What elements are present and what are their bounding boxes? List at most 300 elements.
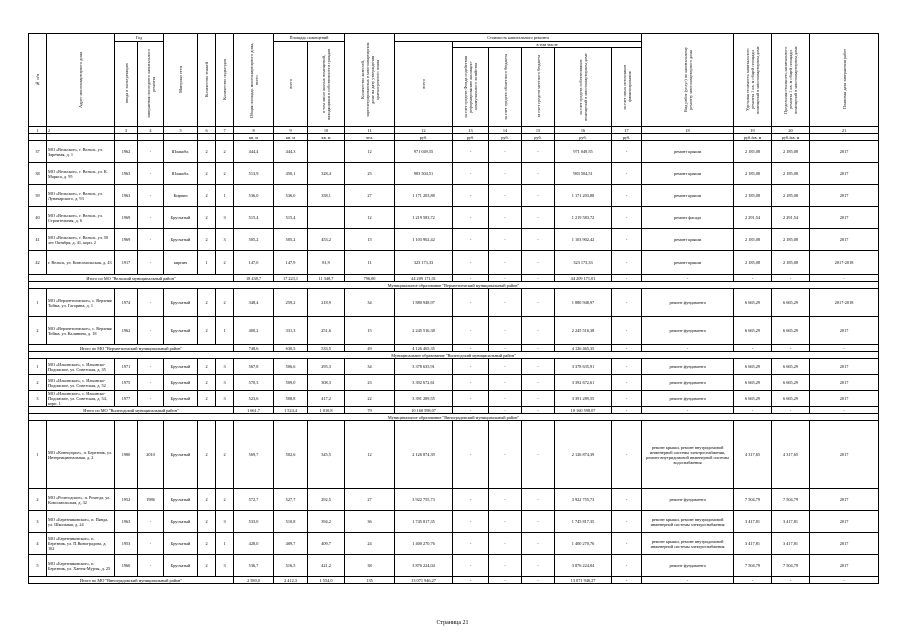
data-cell-3: 1977: [115, 391, 138, 407]
header-total-area: Общая площадь многоквартирного дома, всего: [234, 34, 274, 127]
total-cell-17: -: [612, 577, 642, 584]
data-cell-5: Брусчатый: [164, 375, 198, 391]
data-cell-9: 409,7: [274, 533, 308, 555]
total-label: Итого по МО "Виноградовский муниципальный район": [29, 577, 234, 584]
total-cell-8: 18 438,7: [234, 275, 274, 282]
data-cell-18: ремонт крыши, ремонт внутридомовой инженерной системы электроснабжения, ремонт внутридомовой инженерной системы водоснабжения: [642, 421, 734, 489]
data-cell-16: 3 391 289,55: [555, 391, 612, 407]
data-cell-19: 2 185,08: [734, 163, 772, 185]
data-cell-7: 3: [216, 391, 234, 407]
data-cell-17: -: [612, 289, 642, 317]
data-cell-19: 2 185,08: [734, 185, 772, 207]
data-cell-7: 3: [216, 511, 234, 533]
data-cell-10: 308,3: [308, 375, 345, 391]
data-cell-19: 2 185,08: [734, 251, 772, 275]
data-cell-6: 2: [198, 317, 216, 345]
data-cell-18: ремонт крыши: [642, 229, 734, 251]
data-cell-2: МО «Вельское», г. Вельск, ул. Луначарского, д. 93: [47, 185, 115, 207]
data-cell-6: 2: [198, 163, 216, 185]
data-cell-16: 1 400 270,76: [555, 533, 612, 555]
data-cell-3: 1953: [115, 533, 138, 555]
data-cell-10: 409,7: [308, 533, 345, 555]
data-cell-2: МО «Конецгорье», п. Березник, ул. Интернациональная, д. 2: [47, 421, 115, 489]
index-cell-4: 4: [138, 127, 164, 134]
data-cell-5: Брусчатый: [164, 391, 198, 407]
data-cell-14: -: [489, 359, 522, 375]
data-cell-15: -: [522, 421, 555, 489]
data-cell-8: 428,0: [234, 533, 274, 555]
total-label: Итого по МО "Вилегодский муниципальный район": [29, 407, 234, 414]
data-cell-17: -: [612, 141, 642, 163]
data-cell-8: 444,4: [234, 141, 274, 163]
table-row: [29, 251, 879, 275]
total-cell-14: -: [489, 275, 522, 282]
index-cell-11: 11: [345, 127, 395, 134]
total-cell-20: -: [772, 577, 810, 584]
data-cell-11: 12: [345, 421, 395, 489]
unit-cell-2: [47, 134, 115, 141]
table-row: [29, 555, 879, 577]
table-row: [29, 141, 879, 163]
data-cell-18: ремонт фундамента: [642, 359, 734, 375]
data-cell-10: 417,2: [308, 391, 345, 407]
data-cell-1: 41: [29, 229, 47, 251]
data-cell-10: 81,9: [308, 251, 345, 275]
data-cell-11: 34: [345, 359, 395, 375]
total-cell-19: -: [734, 577, 772, 584]
header-floors: Количество этажей: [198, 34, 216, 127]
data-cell-4: -: [138, 229, 164, 251]
data-cell-21: 2017: [810, 185, 879, 207]
index-cell-1: 1: [29, 127, 47, 134]
data-cell-14: -: [489, 141, 522, 163]
data-cell-18: ремонт крыши: [642, 141, 734, 163]
data-cell-15: -: [522, 289, 555, 317]
data-cell-16: 2 245 516,38: [555, 317, 612, 345]
data-cell-11: 24: [345, 533, 395, 555]
data-cell-13: -: [453, 511, 489, 533]
data-cell-7: 2: [216, 489, 234, 511]
table-row: [29, 391, 879, 407]
total-cell-10: 11 348,7: [308, 275, 345, 282]
total-cell-15: -: [522, 345, 555, 352]
data-cell-19: 2 291,54: [734, 207, 772, 229]
data-cell-9: 450,1: [274, 163, 308, 185]
unit-cell-9: кв. м: [274, 134, 308, 141]
data-cell-19: 3 417,81: [734, 533, 772, 555]
data-cell-5: Брусчатый: [164, 421, 198, 489]
page-number: Страница 21: [436, 620, 469, 626]
data-cell-14: -: [489, 185, 522, 207]
data-cell-14: -: [489, 207, 522, 229]
data-cell-15: -: [522, 489, 555, 511]
header-area-group: Площадь помещений: [274, 34, 345, 42]
index-cell-20: 20: [772, 127, 810, 134]
data-cell-9: 515,4: [274, 207, 308, 229]
index-cell-9: 9: [274, 127, 308, 134]
capital-repair-table: [28, 33, 879, 584]
data-cell-19: 6 665,29: [734, 317, 772, 345]
data-cell-15: -: [522, 185, 555, 207]
total-cell-9: 17 223,1: [274, 275, 308, 282]
data-cell-10: [308, 207, 345, 229]
total-cell-21: -: [810, 577, 879, 584]
data-cell-1: 40: [29, 207, 47, 229]
data-cell-7: 2: [216, 141, 234, 163]
header-owners: за счет средств собственников помещений в многоквартирном доме: [555, 48, 612, 127]
section-title: Муниципальное образование "Виноградовский муниципальный район": [29, 414, 879, 421]
data-cell-1: 1: [29, 359, 47, 375]
data-cell-2: МО «Вельское», г. Вельск, ул. 50 лет Октября, д. 41, корп. 2: [47, 229, 115, 251]
data-cell-7: 2: [216, 421, 234, 489]
index-cell-5: 5: [164, 127, 198, 134]
data-cell-12: 2 126 874,39: [395, 421, 453, 489]
total-cell-16: 10 160 598,07: [555, 407, 612, 414]
unit-cell-13: руб.: [453, 134, 489, 141]
data-cell-1: 3: [29, 511, 47, 533]
header-area-total: всего: [274, 42, 308, 127]
data-cell-18: ремонт фундамента: [642, 317, 734, 345]
data-cell-13: -: [453, 421, 489, 489]
data-cell-10: 328,4: [308, 163, 345, 185]
data-cell-10: 251,6: [308, 317, 345, 345]
data-cell-11: 25: [345, 163, 395, 185]
data-cell-5: Шлакобл.: [164, 141, 198, 163]
data-cell-21: 2017: [810, 141, 879, 163]
header-entrances: Количество подъездов: [216, 34, 234, 127]
data-cell-7: 2: [216, 289, 234, 317]
data-cell-14: -: [489, 375, 522, 391]
data-cell-14: -: [489, 317, 522, 345]
index-cell-7: 7: [216, 127, 234, 134]
unit-cell-17: руб.: [612, 134, 642, 141]
total-cell-12: 10 160 598,07: [395, 407, 453, 414]
data-cell-17: -: [612, 163, 642, 185]
data-cell-9: 508,8: [274, 391, 308, 407]
data-cell-9: 516,5: [274, 555, 308, 577]
section-title: Муниципальное образование "Вилегодский муниципальный район": [29, 352, 879, 359]
data-cell-21: 2017: [810, 359, 879, 375]
header-fund: за счет средств Фонда содействия реформированию жилищно-коммунального хозяйства: [453, 48, 489, 127]
data-cell-7: 3: [216, 207, 234, 229]
data-cell-4: -: [138, 185, 164, 207]
data-cell-12: 1 219 583,72: [395, 207, 453, 229]
data-cell-16: 3 876 224,04: [555, 555, 612, 577]
data-cell-6: 2: [198, 555, 216, 577]
data-cell-12: 3 876 224,04: [395, 555, 453, 577]
total-cell-8: 2 580,0: [234, 577, 274, 584]
data-cell-11: 36: [345, 511, 395, 533]
table-row: [29, 317, 879, 345]
data-cell-1: 4: [29, 533, 47, 555]
data-cell-2: МО «Березниковское», п. Пянда, ул. Школьная, д. 24: [47, 511, 115, 533]
data-cell-16: 1 103 902,42: [555, 229, 612, 251]
data-cell-12: 983 504,51: [395, 163, 453, 185]
data-cell-6: 2: [198, 141, 216, 163]
total-row: [29, 407, 879, 414]
total-cell-19: -: [734, 345, 772, 352]
data-cell-21: 2017: [810, 533, 879, 555]
header-residents: Количество жителей, зарегистрированных в многоквартирном доме на дату утверждения краткосрочного плана: [345, 34, 395, 127]
data-cell-4: -: [138, 555, 164, 577]
data-cell-12: 1 103 902,42: [395, 229, 453, 251]
data-cell-5: Брусчатый: [164, 289, 198, 317]
total-cell-9: 1 524,4: [274, 407, 308, 414]
data-cell-18: ремонт крыши, ремонт внутридомовой инженерной системы электроснабжения: [642, 511, 734, 533]
data-cell-18: ремонт фундамента: [642, 555, 734, 577]
header-address: Адрес многоквартирного дома: [47, 34, 115, 127]
data-cell-8: 515,4: [234, 207, 274, 229]
data-cell-14: -: [489, 229, 522, 251]
data-cell-1: 2: [29, 317, 47, 345]
total-cell-10: 533,5: [308, 345, 345, 352]
data-cell-6: 2: [198, 207, 216, 229]
data-cell-7: 1: [216, 185, 234, 207]
data-cell-6: 2: [198, 229, 216, 251]
data-cell-12: 323 173,33: [395, 251, 453, 275]
data-cell-11: 38: [345, 555, 395, 577]
data-cell-1: 2: [29, 375, 47, 391]
data-cell-9: 444,3: [274, 141, 308, 163]
data-cell-10: 295,3: [308, 359, 345, 375]
data-cell-4: -: [138, 207, 164, 229]
data-cell-9: 259,2: [274, 289, 308, 317]
data-cell-17: -: [612, 421, 642, 489]
data-cell-19: 6 665,29: [734, 289, 772, 317]
unit-cell-18: [642, 134, 734, 141]
unit-cell-3: [115, 134, 138, 141]
total-cell-18: -: [642, 275, 734, 282]
data-cell-17: -: [612, 375, 642, 391]
data-cell-20: 6 665,29: [772, 359, 810, 375]
data-cell-2: МО «Ильинское», с. Ильинско-Подомское, ул. Советская, д. 52: [47, 375, 115, 391]
data-cell-3: 1962: [115, 141, 138, 163]
total-row: [29, 275, 879, 282]
total-cell-10: 1 554,0: [308, 577, 345, 584]
data-cell-15: -: [522, 229, 555, 251]
data-cell-10: 453,2: [308, 229, 345, 251]
data-cell-17: -: [612, 229, 642, 251]
data-cell-8: 513,9: [234, 163, 274, 185]
data-cell-16: 1 171 203,88: [555, 185, 612, 207]
index-cell-13: 13: [453, 127, 489, 134]
data-cell-19: 7 504,79: [734, 555, 772, 577]
data-cell-18: ремонт фундамента: [642, 375, 734, 391]
data-cell-7: 2: [216, 163, 234, 185]
data-cell-17: -: [612, 251, 642, 275]
data-cell-1: 3: [29, 391, 47, 407]
table-row: [29, 185, 879, 207]
header-max-cost: Предельная стоимость капитального ремонта 1 кв. м общей площади помещений в многоквартирном доме: [772, 34, 810, 127]
data-cell-10: 358,1: [308, 185, 345, 207]
data-cell-15: -: [522, 251, 555, 275]
total-cell-21: -: [810, 345, 879, 352]
data-cell-8: 572,7: [234, 489, 274, 511]
data-cell-2: МО «Ильинское», с. Ильинско-Подомское, ул. Советская, д. 54, корп. 1: [47, 391, 115, 407]
data-cell-1: 37: [29, 141, 47, 163]
data-cell-3: 1969: [115, 229, 138, 251]
index-cell-6: 6: [198, 127, 216, 134]
section-title-row: [29, 282, 879, 289]
data-cell-6: 2: [198, 533, 216, 555]
data-cell-19: 2 185,08: [734, 229, 772, 251]
data-cell-14: -: [489, 289, 522, 317]
data-cell-9: 505,2: [274, 229, 308, 251]
index-cell-17: 17: [612, 127, 642, 134]
data-cell-2: МО «Березниковское», п. Березник, ул. Ханты-Мурзы, д. 25: [47, 555, 115, 577]
data-cell-11: 23: [345, 375, 395, 391]
table-row: [29, 533, 879, 555]
data-cell-13: -: [453, 163, 489, 185]
index-cell-8: 8: [234, 127, 274, 134]
header-wall-material: Материал стен: [164, 34, 198, 127]
data-cell-12: 3 391 289,55: [395, 391, 453, 407]
table-row: [29, 163, 879, 185]
table-row: [29, 421, 879, 489]
total-cell-13: -: [453, 345, 489, 352]
data-cell-6: 2: [198, 375, 216, 391]
data-cell-4: -: [138, 375, 164, 391]
data-cell-3: 1963: [115, 163, 138, 185]
data-cell-18: ремонт крыши: [642, 251, 734, 275]
data-cell-3: 1971: [115, 359, 138, 375]
table-row: [29, 289, 879, 317]
data-cell-9: 502,6: [274, 421, 308, 489]
data-cell-21: 2017: [810, 229, 879, 251]
data-cell-15: -: [522, 207, 555, 229]
data-cell-4: 1986: [138, 489, 164, 511]
data-cell-14: -: [489, 391, 522, 407]
table-row: [29, 489, 879, 511]
data-cell-13: -: [453, 317, 489, 345]
data-cell-15: -: [522, 317, 555, 345]
data-cell-7: 3: [216, 555, 234, 577]
data-cell-3: 1960: [115, 555, 138, 577]
data-cell-17: -: [612, 511, 642, 533]
data-cell-8: 523,6: [234, 391, 274, 407]
data-cell-3: 1963: [115, 185, 138, 207]
data-cell-6: 2: [198, 359, 216, 375]
data-cell-16: 1 880 948,97: [555, 289, 612, 317]
data-cell-2: МО «Вельское», г. Вельск, ул. К. Маркса, д. 95: [47, 163, 115, 185]
data-cell-9: 509,0: [274, 375, 308, 391]
data-cell-5: Шлакобл.: [164, 163, 198, 185]
data-cell-18: ремонт крыши: [642, 163, 734, 185]
data-cell-15: -: [522, 533, 555, 555]
data-cell-7: 1: [216, 317, 234, 345]
index-cell-3: 3: [115, 127, 138, 134]
data-cell-20: 7 504,79: [772, 489, 810, 511]
data-cell-13: -: [453, 391, 489, 407]
unit-cell-4: [138, 134, 164, 141]
data-cell-14: -: [489, 251, 522, 275]
data-cell-19: 7 504,79: [734, 489, 772, 511]
total-cell-16: 4 126 465,35: [555, 345, 612, 352]
data-cell-6: 2: [198, 511, 216, 533]
data-cell-20: 7 504,79: [772, 555, 810, 577]
data-cell-11: 12: [345, 207, 395, 229]
section-title: Муниципальное образование "Верхнетоемский муниципальный район": [29, 282, 879, 289]
data-cell-21: 2017: [810, 163, 879, 185]
data-cell-3: 1963: [115, 511, 138, 533]
data-cell-4: -: [138, 251, 164, 275]
data-cell-13: -: [453, 141, 489, 163]
total-cell-16: 44 209 171,01: [555, 275, 612, 282]
unit-cell-19: руб./кв. м: [734, 134, 772, 141]
index-cell-19: 19: [734, 127, 772, 134]
index-cell-21: 21: [810, 127, 879, 134]
header-regional: за счет средств областного бюджета: [489, 48, 522, 127]
data-cell-6: 2: [198, 289, 216, 317]
data-cell-13: -: [453, 251, 489, 275]
data-cell-1: 5: [29, 555, 47, 577]
data-cell-13: -: [453, 555, 489, 577]
data-cell-21: 2017: [810, 421, 879, 489]
data-cell-20: 2 291,54: [772, 207, 810, 229]
data-cell-12: 3 378 635,91: [395, 359, 453, 375]
data-cell-11: 22: [345, 391, 395, 407]
data-cell-20: 2 185,08: [772, 185, 810, 207]
table-row: [29, 207, 879, 229]
data-cell-18: ремонт фасада: [642, 207, 734, 229]
data-cell-11: 27: [345, 489, 395, 511]
unit-cell-21: [810, 134, 879, 141]
total-cell-18: -: [642, 407, 734, 414]
data-cell-17: -: [612, 317, 642, 345]
data-cell-5: Брусчатый: [164, 489, 198, 511]
unit-cell-11: чел.: [345, 134, 395, 141]
data-cell-11: 15: [345, 229, 395, 251]
data-cell-12: 3 922 755,73: [395, 489, 453, 511]
unit-cell-14: руб.: [489, 134, 522, 141]
total-cell-12: 4 126 465,35: [395, 345, 453, 352]
data-cell-3: 1917: [115, 251, 138, 275]
data-cell-19: 6 665,29: [734, 375, 772, 391]
unit-cell-1: [29, 134, 47, 141]
data-cell-2: МО «Рочегодское», п. Рочегда, ул. Комсомольская, д. 32: [47, 489, 115, 511]
data-cell-12: 3 392 672,61: [395, 375, 453, 391]
total-cell-18: -: [642, 345, 734, 352]
data-cell-13: -: [453, 533, 489, 555]
data-cell-4: 2010: [138, 421, 164, 489]
index-cell-10: 10: [308, 127, 345, 134]
data-cell-8: 147,0: [234, 251, 274, 275]
data-cell-18: ремонт крыши: [642, 185, 734, 207]
total-cell-18: -: [642, 577, 734, 584]
unit-cell-16: руб.: [555, 134, 612, 141]
data-cell-3: 1962: [115, 317, 138, 345]
data-cell-2: г. Вельск, ул. Комсомольская, д. 43: [47, 251, 115, 275]
header-year-last-repair: завершения последнего капитального ремонта: [138, 42, 164, 127]
data-cell-9: 536,0: [274, 185, 308, 207]
data-cell-15: -: [522, 375, 555, 391]
total-cell-11: 135: [345, 577, 395, 584]
total-cell-11: 79: [345, 407, 395, 414]
section-title-row: [29, 352, 879, 359]
data-cell-20: 2 185,08: [772, 163, 810, 185]
header-local: за счет средств местного бюджета: [522, 48, 555, 127]
data-cell-3: 1975: [115, 375, 138, 391]
data-cell-10: [308, 141, 345, 163]
data-cell-11: 12: [345, 141, 395, 163]
total-cell-21: -: [810, 407, 879, 414]
index-cell-12: 12: [395, 127, 453, 134]
total-cell-12: 44 209 171,01: [395, 275, 453, 282]
data-cell-15: -: [522, 163, 555, 185]
data-cell-18: ремонт фундамента: [642, 391, 734, 407]
data-cell-4: -: [138, 289, 164, 317]
data-cell-13: -: [453, 207, 489, 229]
